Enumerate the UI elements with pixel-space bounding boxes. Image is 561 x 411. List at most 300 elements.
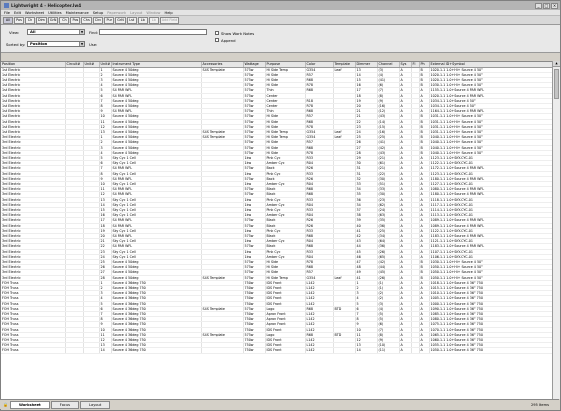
table-cell[interactable]: A bbox=[419, 317, 429, 322]
table-cell[interactable]: R04 bbox=[305, 213, 333, 218]
table-cell[interactable]: 12 bbox=[355, 338, 377, 343]
view-select[interactable] bbox=[27, 29, 85, 35]
toolbar-button-all[interactable]: All bbox=[3, 17, 13, 24]
table-cell[interactable]: Pink Cyc bbox=[265, 155, 305, 160]
table-cell[interactable]: 1113.1.1 1.0+SKY-CYC-01 bbox=[429, 213, 552, 218]
table-cell[interactable]: Amber Cyc bbox=[265, 181, 305, 186]
table-cell[interactable]: A bbox=[419, 286, 429, 291]
table-cell[interactable]: (24) bbox=[377, 207, 399, 212]
table-cell[interactable]: 1kw bbox=[243, 228, 265, 233]
table-cell[interactable]: A bbox=[419, 249, 429, 254]
table-cell[interactable]: R57 bbox=[305, 72, 333, 77]
table-cell[interactable]: Amber Cyc bbox=[265, 254, 305, 259]
table-cell[interactable]: 7 bbox=[99, 312, 111, 317]
menu-item-help[interactable]: Help bbox=[164, 10, 173, 15]
table-cell[interactable]: 3rd Electric bbox=[1, 202, 65, 207]
table-cell[interactable]: 3rd Electric bbox=[1, 270, 65, 275]
table-cell[interactable]: S4 PAR WFL bbox=[111, 88, 201, 93]
table-cell[interactable]: A bbox=[399, 77, 411, 82]
table-cell[interactable]: 1kw bbox=[243, 202, 265, 207]
table-cell[interactable]: 1 bbox=[355, 280, 377, 285]
table-cell[interactable]: 5 bbox=[99, 301, 111, 306]
table-cell[interactable]: A bbox=[399, 192, 411, 197]
table-cell[interactable]: A bbox=[399, 124, 411, 129]
table-cell[interactable]: A bbox=[399, 348, 411, 353]
toolbar-button-lb[interactable]: Lb bbox=[138, 17, 148, 24]
table-cell[interactable]: 1075.1.1 1.0+Source 4 36° 750 bbox=[429, 322, 552, 327]
table-cell[interactable]: A bbox=[419, 332, 429, 337]
table-cell[interactable]: 1020.1.1 1.0+Hi+ Source 4 50° bbox=[429, 77, 552, 82]
table-cell[interactable]: Amber Cyc bbox=[265, 202, 305, 207]
table-cell[interactable]: A bbox=[399, 286, 411, 291]
table-cell[interactable]: 13 bbox=[355, 343, 377, 348]
table-cell[interactable]: Source 4 50deg bbox=[111, 98, 201, 103]
table-cell[interactable]: 24 bbox=[99, 254, 111, 259]
table-cell[interactable]: (45) bbox=[377, 270, 399, 275]
table-cell[interactable]: Source 4 50deg bbox=[111, 83, 201, 88]
table-cell[interactable]: R68 bbox=[305, 145, 333, 150]
table-cell[interactable]: B bbox=[419, 124, 429, 129]
table-cell[interactable]: A bbox=[419, 197, 429, 202]
table-cell[interactable]: 1kw bbox=[243, 254, 265, 259]
table-cell[interactable]: R57 bbox=[305, 140, 333, 145]
table-cell[interactable]: 20 bbox=[355, 103, 377, 108]
table-cell[interactable]: Leaf bbox=[333, 275, 355, 280]
table-cell[interactable]: 1031.1.1 1.0+Hi+ Source 4 50° bbox=[429, 114, 552, 119]
table-cell[interactable]: Black bbox=[265, 244, 305, 249]
table-cell[interactable]: 6 bbox=[99, 93, 111, 98]
table-cell[interactable]: 1114.1.1 1.0+SKY-CYC-01 bbox=[429, 207, 552, 212]
toolbar-button-grn[interactable]: GrN bbox=[49, 17, 57, 22]
table-cell[interactable]: 9 bbox=[99, 109, 111, 114]
table-cell[interactable]: S4 PAR WFL bbox=[111, 176, 201, 181]
table-cell[interactable] bbox=[333, 348, 355, 353]
table-cell[interactable]: IDS Front bbox=[265, 343, 305, 348]
table-cell[interactable]: R33 bbox=[305, 197, 333, 202]
table-cell[interactable]: B bbox=[419, 83, 429, 88]
table-cell[interactable]: B bbox=[419, 260, 429, 265]
table-cell[interactable]: Hi Side bbox=[265, 260, 305, 265]
table-cell[interactable]: 575w bbox=[243, 234, 265, 239]
table-cell[interactable]: 8 bbox=[99, 103, 111, 108]
table-cell[interactable]: 22 bbox=[355, 119, 377, 124]
table-cell[interactable]: 18 bbox=[355, 93, 377, 98]
table-cell[interactable]: 7 bbox=[99, 98, 111, 103]
table-cell[interactable]: R33 bbox=[305, 228, 333, 233]
table-cell[interactable]: S4S Template bbox=[201, 275, 243, 280]
toolbar-button-pos[interactable]: Pos bbox=[70, 17, 80, 24]
table-cell[interactable]: 3 bbox=[99, 77, 111, 82]
table-cell[interactable]: Leaf bbox=[333, 67, 355, 72]
table-cell[interactable]: (63) bbox=[377, 213, 399, 218]
table-cell[interactable]: L142 bbox=[305, 312, 333, 317]
table-cell[interactable] bbox=[411, 348, 419, 353]
table-cell[interactable]: 750w bbox=[243, 348, 265, 353]
table-cell[interactable]: Pink Cyc bbox=[265, 249, 305, 254]
table-cell[interactable]: 1018.1.1 1.0+Source 4 36° 750 bbox=[429, 280, 552, 285]
table-cell[interactable]: A bbox=[399, 83, 411, 88]
table-cell[interactable]: S4S Template bbox=[201, 129, 243, 134]
table-cell[interactable]: B bbox=[419, 150, 429, 155]
table-cell[interactable]: R26 bbox=[305, 166, 333, 171]
table-cell[interactable]: A bbox=[399, 332, 411, 337]
table-cell[interactable]: B bbox=[419, 135, 429, 140]
table-cell[interactable]: 1180.1.1 1.0+Source 4 PAR WFL bbox=[429, 176, 552, 181]
table-cell[interactable]: (23) bbox=[377, 197, 399, 202]
table-cell[interactable]: A bbox=[419, 312, 429, 317]
append-checkbox[interactable] bbox=[215, 38, 219, 42]
table-cell[interactable]: Hi Side bbox=[265, 114, 305, 119]
table-cell[interactable]: IDS Front bbox=[265, 338, 305, 343]
table-cell[interactable]: 3rd Electric bbox=[1, 228, 65, 233]
table-cell[interactable]: 1127.1.1 1.0+SKY-CYC-01 bbox=[429, 181, 552, 186]
table-cell[interactable]: A bbox=[399, 270, 411, 275]
table-cell[interactable]: 1050.1.1 1.0+Hi+ Source 4 50° bbox=[429, 265, 552, 270]
table-cell[interactable]: FOH Truss bbox=[1, 348, 65, 353]
table-cell[interactable]: Hi Side bbox=[265, 265, 305, 270]
table-cell[interactable]: 750w bbox=[243, 296, 265, 301]
table-cell[interactable]: R68 bbox=[305, 109, 333, 114]
table-cell[interactable]: 1030.1.1 1.0+Hi+ Source 4 50° bbox=[429, 83, 552, 88]
table-cell[interactable]: A bbox=[419, 192, 429, 197]
table-cell[interactable]: R26 bbox=[305, 176, 333, 181]
table-cell[interactable]: 9 bbox=[355, 322, 377, 327]
table-cell[interactable]: 3rd Electric bbox=[1, 166, 65, 171]
table-cell[interactable]: 5 bbox=[355, 301, 377, 306]
table-cell[interactable]: Source 4 50deg bbox=[111, 124, 201, 129]
table-cell[interactable]: IDS Front bbox=[265, 348, 305, 353]
table-cell[interactable]: 8 bbox=[355, 317, 377, 322]
table-cell[interactable]: L142 bbox=[305, 338, 333, 343]
table-cell[interactable]: 3rd Electric bbox=[1, 223, 65, 228]
tab-worksheet[interactable]: Worksheet bbox=[10, 401, 50, 409]
table-cell[interactable]: 15 bbox=[99, 207, 111, 212]
table-cell[interactable]: 27 bbox=[99, 270, 111, 275]
table-cell[interactable]: 5 bbox=[99, 155, 111, 160]
table-cell[interactable]: A bbox=[419, 228, 429, 233]
table-cell[interactable]: 1080.1.1 1.0+Source 4 36° 750 bbox=[429, 317, 552, 322]
table-cell[interactable]: 44 bbox=[355, 244, 377, 249]
table-cell[interactable]: 39 bbox=[355, 218, 377, 223]
toolbar-button-pur[interactable]: Pur bbox=[104, 17, 114, 24]
table-cell[interactable]: 16 bbox=[99, 213, 111, 218]
table-cell[interactable]: S4 PAR WFL bbox=[111, 187, 201, 192]
table-cell[interactable]: 3rd Electric bbox=[1, 140, 65, 145]
table-cell[interactable]: Source 4 50deg bbox=[111, 72, 201, 77]
toolbar-button-ch[interactable]: Ch bbox=[25, 17, 35, 24]
table-cell[interactable]: A bbox=[399, 119, 411, 124]
table-cell[interactable]: A bbox=[419, 187, 429, 192]
table-cell[interactable]: Source 4 36deg 750 bbox=[111, 306, 201, 311]
table-cell[interactable]: 575w bbox=[243, 176, 265, 181]
table-cell[interactable]: Thin bbox=[265, 109, 305, 114]
table-cell[interactable]: 750w bbox=[243, 317, 265, 322]
table-cell[interactable]: 1050.1.1 1.0+Hi+ Source 4 50° bbox=[429, 275, 552, 280]
table-cell[interactable]: A bbox=[419, 322, 429, 327]
table-cell[interactable]: 1kw bbox=[243, 239, 265, 244]
table-cell[interactable]: L142 bbox=[305, 286, 333, 291]
table-cell[interactable]: 15 bbox=[355, 77, 377, 82]
table-cell[interactable]: R68 bbox=[305, 119, 333, 124]
table-cell[interactable]: (12) bbox=[377, 109, 399, 114]
table-cell[interactable]: 575w bbox=[243, 150, 265, 155]
table-cell[interactable]: 3rd Electric bbox=[1, 260, 65, 265]
table-cell[interactable]: S4 PAR WFL bbox=[111, 244, 201, 249]
table-cell[interactable]: Source 4 36deg 750 bbox=[111, 343, 201, 348]
table-cell[interactable]: 13 bbox=[99, 343, 111, 348]
table-cell[interactable]: 1010.1.1 1.0+Source 4 36° 750 bbox=[429, 291, 552, 296]
table-cell[interactable]: 25 bbox=[355, 135, 377, 140]
table-cell[interactable]: 19 bbox=[99, 228, 111, 233]
table-cell[interactable]: Pink Cyc bbox=[265, 207, 305, 212]
table-cell[interactable]: 3rd Electric bbox=[1, 249, 65, 254]
table-cell[interactable]: A bbox=[419, 296, 429, 301]
table-cell[interactable]: B bbox=[419, 275, 429, 280]
table-cell[interactable]: 1034.1.1 1.0+Source 4 50° bbox=[429, 98, 552, 103]
table-cell[interactable]: 30 bbox=[355, 161, 377, 166]
table-cell[interactable]: L142 bbox=[305, 348, 333, 353]
table-cell[interactable]: 750w bbox=[243, 322, 265, 327]
table-cell[interactable]: 24 bbox=[355, 129, 377, 134]
table-cell[interactable]: 1089.1.1 1.0+Source 4 PAR WFL bbox=[429, 218, 552, 223]
table-cell[interactable]: A bbox=[399, 260, 411, 265]
toolbar-button-lst[interactable]: Lst bbox=[127, 17, 137, 24]
table-cell[interactable]: 1183.1.1 1.0+Source 4 PAR WFL bbox=[429, 234, 552, 239]
table-cell[interactable]: 3rd Electric bbox=[1, 213, 65, 218]
table-cell[interactable]: 37 bbox=[355, 207, 377, 212]
table-cell[interactable]: (8) bbox=[377, 332, 399, 337]
table-cell[interactable]: Amber Cyc bbox=[265, 213, 305, 218]
table-cell[interactable]: 575w bbox=[243, 192, 265, 197]
toolbar-button-add-field[interactable]: Add Field bbox=[161, 17, 178, 22]
table-cell[interactable]: 29 bbox=[355, 155, 377, 160]
table-cell[interactable]: R78 bbox=[305, 150, 333, 155]
table-cell[interactable]: 1005.1.1 1.0+Source 4 36° 750 bbox=[429, 296, 552, 301]
table-cell[interactable]: 1055.1.1 1.0+Source 4 36° 750 bbox=[429, 343, 552, 348]
table-cell[interactable]: (14) bbox=[377, 119, 399, 124]
table-cell[interactable]: 17 bbox=[355, 88, 377, 93]
table-cell[interactable]: Sky Cyc 1 Cell bbox=[111, 161, 201, 166]
table-cell[interactable]: 1020.1.1 1.0+Hi+ Source 4 50° bbox=[429, 67, 552, 72]
table-cell[interactable]: 575w bbox=[243, 244, 265, 249]
toolbar-button-circ[interactable]: Circ bbox=[94, 17, 102, 22]
table-cell[interactable]: 8 bbox=[99, 171, 111, 176]
table-cell[interactable]: A bbox=[419, 93, 429, 98]
table-cell[interactable]: 3rd Electric bbox=[1, 218, 65, 223]
table-cell[interactable]: 6 bbox=[355, 306, 377, 311]
table-cell[interactable]: Source 4 50deg bbox=[111, 119, 201, 124]
table-cell[interactable]: A bbox=[399, 301, 411, 306]
table-cell[interactable]: 1 bbox=[99, 135, 111, 140]
table-cell[interactable]: A bbox=[399, 181, 411, 186]
table-cell[interactable]: R68 bbox=[305, 244, 333, 249]
table-cell[interactable]: 49 bbox=[355, 270, 377, 275]
table-cell[interactable]: Amber Cyc bbox=[265, 161, 305, 166]
column-header[interactable]: Instrument Type bbox=[111, 62, 201, 67]
table-cell[interactable]: 1st Electric bbox=[1, 119, 65, 124]
table-cell[interactable]: A bbox=[419, 181, 429, 186]
table-cell[interactable]: (36) bbox=[377, 244, 399, 249]
table-cell[interactable]: Hi Side bbox=[265, 72, 305, 77]
minimize-icon[interactable]: _ bbox=[535, 3, 542, 9]
table-cell[interactable]: 3rd Electric bbox=[1, 239, 65, 244]
table-cell[interactable]: 1030.1.1 1.0+Hi+ Source 4 50° bbox=[429, 260, 552, 265]
table-cell[interactable]: FOH Truss bbox=[1, 296, 65, 301]
show-notes-checkbox[interactable] bbox=[215, 31, 219, 35]
table-cell[interactable]: 3rd Electric bbox=[1, 150, 65, 155]
find-input[interactable] bbox=[99, 29, 207, 35]
table-cell[interactable]: 3rd Electric bbox=[1, 244, 65, 249]
table-cell[interactable]: Sky Cyc 1 Cell bbox=[111, 239, 201, 244]
table-cell[interactable]: 1st Electric bbox=[1, 109, 65, 114]
table-cell[interactable]: 3rd Electric bbox=[1, 135, 65, 140]
table-cell[interactable]: (41) bbox=[377, 140, 399, 145]
table-cell[interactable]: 6 bbox=[99, 161, 111, 166]
table-cell[interactable]: R78 bbox=[305, 103, 333, 108]
table-cell[interactable]: 2 bbox=[99, 72, 111, 77]
table-cell[interactable]: 3rd Electric bbox=[1, 207, 65, 212]
table-cell[interactable]: (15) bbox=[377, 124, 399, 129]
table-cell[interactable]: (9) bbox=[377, 98, 399, 103]
table-cell[interactable]: 1183.1.1 1.0+Source 4 PAR WFL bbox=[429, 244, 552, 249]
table-cell[interactable]: (51) bbox=[377, 181, 399, 186]
table-cell[interactable]: 1118.1.1 1.0+SKY-CYC-01 bbox=[429, 197, 552, 202]
table-cell[interactable]: 7 bbox=[99, 166, 111, 171]
table-cell[interactable]: Source 4 36deg 750 bbox=[111, 301, 201, 306]
table-cell[interactable]: 11 bbox=[99, 119, 111, 124]
table-cell[interactable]: 4 bbox=[99, 83, 111, 88]
table-cell[interactable]: 1107.1.1 1.0+SKY-CYC-01 bbox=[429, 249, 552, 254]
table-cell[interactable]: 575w bbox=[243, 83, 265, 88]
table-cell[interactable]: Source 4 36deg 750 bbox=[111, 312, 201, 317]
table-cell[interactable]: G354 bbox=[305, 67, 333, 72]
table-cell[interactable]: 750w bbox=[243, 312, 265, 317]
table-cell[interactable]: 26 bbox=[99, 265, 111, 270]
table-cell[interactable]: Hi Side bbox=[265, 150, 305, 155]
table-cell[interactable]: (21) bbox=[377, 155, 399, 160]
table-cell[interactable]: A bbox=[399, 129, 411, 134]
table-cell[interactable]: A bbox=[399, 176, 411, 181]
table-cell[interactable]: S4S Template bbox=[201, 306, 243, 311]
table-cell[interactable]: S4 PAR WFL bbox=[111, 218, 201, 223]
table-cell[interactable]: A bbox=[399, 223, 411, 228]
table-row[interactable] bbox=[1, 348, 552, 353]
table-cell[interactable]: 5 bbox=[99, 88, 111, 93]
table-cell[interactable]: Source 4 50deg bbox=[111, 67, 201, 72]
table-cell[interactable]: Hi Side bbox=[265, 145, 305, 150]
menu-item-layout[interactable]: Layout bbox=[130, 10, 143, 15]
table-cell[interactable]: 1020.1.1 1.0+Source 4 PAR WFL bbox=[429, 93, 552, 98]
table-cell[interactable]: (43) bbox=[377, 114, 399, 119]
table-cell[interactable]: A bbox=[399, 249, 411, 254]
table-cell[interactable]: FOH Truss bbox=[1, 286, 65, 291]
table-cell[interactable]: A bbox=[419, 223, 429, 228]
table-cell[interactable]: A bbox=[419, 306, 429, 311]
table-cell[interactable]: Hi Side bbox=[265, 83, 305, 88]
table-cell[interactable]: A bbox=[399, 213, 411, 218]
table-cell[interactable]: Hi Side bbox=[265, 77, 305, 82]
column-header[interactable]: Circuit# bbox=[65, 62, 83, 67]
table-cell[interactable]: L142 bbox=[305, 322, 333, 327]
table-cell[interactable]: 575w bbox=[243, 265, 265, 270]
table-cell[interactable]: 14 bbox=[355, 72, 377, 77]
table-cell[interactable]: A bbox=[419, 171, 429, 176]
table-cell[interactable]: Sky Cyc 1 Cell bbox=[111, 202, 201, 207]
table-cell[interactable]: 26 bbox=[355, 140, 377, 145]
table-cell[interactable]: FOH Truss bbox=[1, 312, 65, 317]
table-cell[interactable]: 3rd Electric bbox=[1, 161, 65, 166]
table-cell[interactable]: 41 bbox=[355, 275, 377, 280]
table-cell[interactable]: 3rd Electric bbox=[1, 275, 65, 280]
table-cell[interactable]: 23 bbox=[99, 249, 111, 254]
table-cell[interactable]: R26 bbox=[305, 218, 333, 223]
table-cell[interactable]: FOH Truss bbox=[1, 332, 65, 337]
table-cell[interactable]: (30) bbox=[377, 176, 399, 181]
table-cell[interactable]: 1kw bbox=[243, 155, 265, 160]
table-cell[interactable]: Leaf bbox=[333, 129, 355, 134]
table-cell[interactable]: A bbox=[399, 145, 411, 150]
table-cell[interactable]: 1106.1.1 1.0+SKY-CYC-01 bbox=[429, 254, 552, 259]
table-cell[interactable]: Source 4 50deg bbox=[111, 265, 201, 270]
table-cell[interactable]: 575w bbox=[243, 88, 265, 93]
table-cell[interactable]: 10 bbox=[99, 114, 111, 119]
table-cell[interactable]: A bbox=[419, 301, 429, 306]
table-cell[interactable]: FOH Truss bbox=[1, 338, 65, 343]
table-cell[interactable]: 1031.1.1 1.0+Hi+ Source 4 50° bbox=[429, 129, 552, 134]
table-cell[interactable]: 575w bbox=[243, 129, 265, 134]
table-cell[interactable]: A bbox=[419, 254, 429, 259]
table-cell[interactable]: (43) bbox=[377, 150, 399, 155]
table-cell[interactable]: Thin bbox=[265, 88, 305, 93]
table-cell[interactable]: 3 bbox=[99, 145, 111, 150]
table-cell[interactable]: (16) bbox=[377, 129, 399, 134]
table-cell[interactable]: FOH Truss bbox=[1, 343, 65, 348]
table-cell[interactable]: 1123.1.1 1.0+SKY-CYC-01 bbox=[429, 171, 552, 176]
table-cell[interactable]: A bbox=[399, 109, 411, 114]
table-cell[interactable]: 1080.1.1 1.0+Source 4 PAR WFL bbox=[429, 187, 552, 192]
table-cell[interactable]: 35 bbox=[355, 192, 377, 197]
table-cell[interactable]: Leaf bbox=[333, 135, 355, 140]
table-cell[interactable]: 8 bbox=[99, 317, 111, 322]
table-cell[interactable]: 47 bbox=[355, 260, 377, 265]
table-cell[interactable]: S4S Template bbox=[201, 135, 243, 140]
table-cell[interactable]: S4 PAR WFL bbox=[111, 166, 201, 171]
table-cell[interactable]: 1st Electric bbox=[1, 129, 65, 134]
table-cell[interactable]: A bbox=[419, 103, 429, 108]
table-cell[interactable]: A bbox=[399, 343, 411, 348]
table-cell[interactable]: 1040.1.1 1.0+Hi+ Source 4 50° bbox=[429, 135, 552, 140]
table-cell[interactable]: 1070.1.1 1.0+Source 4 36° 750 bbox=[429, 327, 552, 332]
table-cell[interactable]: 9 bbox=[99, 322, 111, 327]
tab-focus[interactable]: Focus bbox=[51, 401, 79, 409]
table-cell[interactable]: Source 4 36deg 750 bbox=[111, 332, 201, 337]
table-cell[interactable]: A bbox=[399, 275, 411, 280]
table-cell[interactable]: 3rd Electric bbox=[1, 254, 65, 259]
table-cell[interactable]: 1kw bbox=[243, 213, 265, 218]
menu-item-edit[interactable]: Edit bbox=[14, 10, 21, 15]
table-cell[interactable]: 3rd Electric bbox=[1, 155, 65, 160]
table-cell[interactable]: Source 4 36deg 750 bbox=[111, 291, 201, 296]
table-cell[interactable]: FOH Truss bbox=[1, 301, 65, 306]
table-cell[interactable]: Sky Cyc 1 Cell bbox=[111, 171, 201, 176]
table-cell[interactable]: L142 bbox=[305, 327, 333, 332]
table-cell[interactable]: S4 PAR WFL bbox=[111, 109, 201, 114]
table-cell[interactable]: 575w bbox=[243, 103, 265, 108]
table-cell[interactable]: 750w bbox=[243, 338, 265, 343]
table-cell[interactable]: 34 bbox=[355, 187, 377, 192]
table-cell[interactable]: 1015.1.1 1.0+Source 4 36° 750 bbox=[429, 286, 552, 291]
vertical-scrollbar[interactable] bbox=[552, 61, 560, 399]
